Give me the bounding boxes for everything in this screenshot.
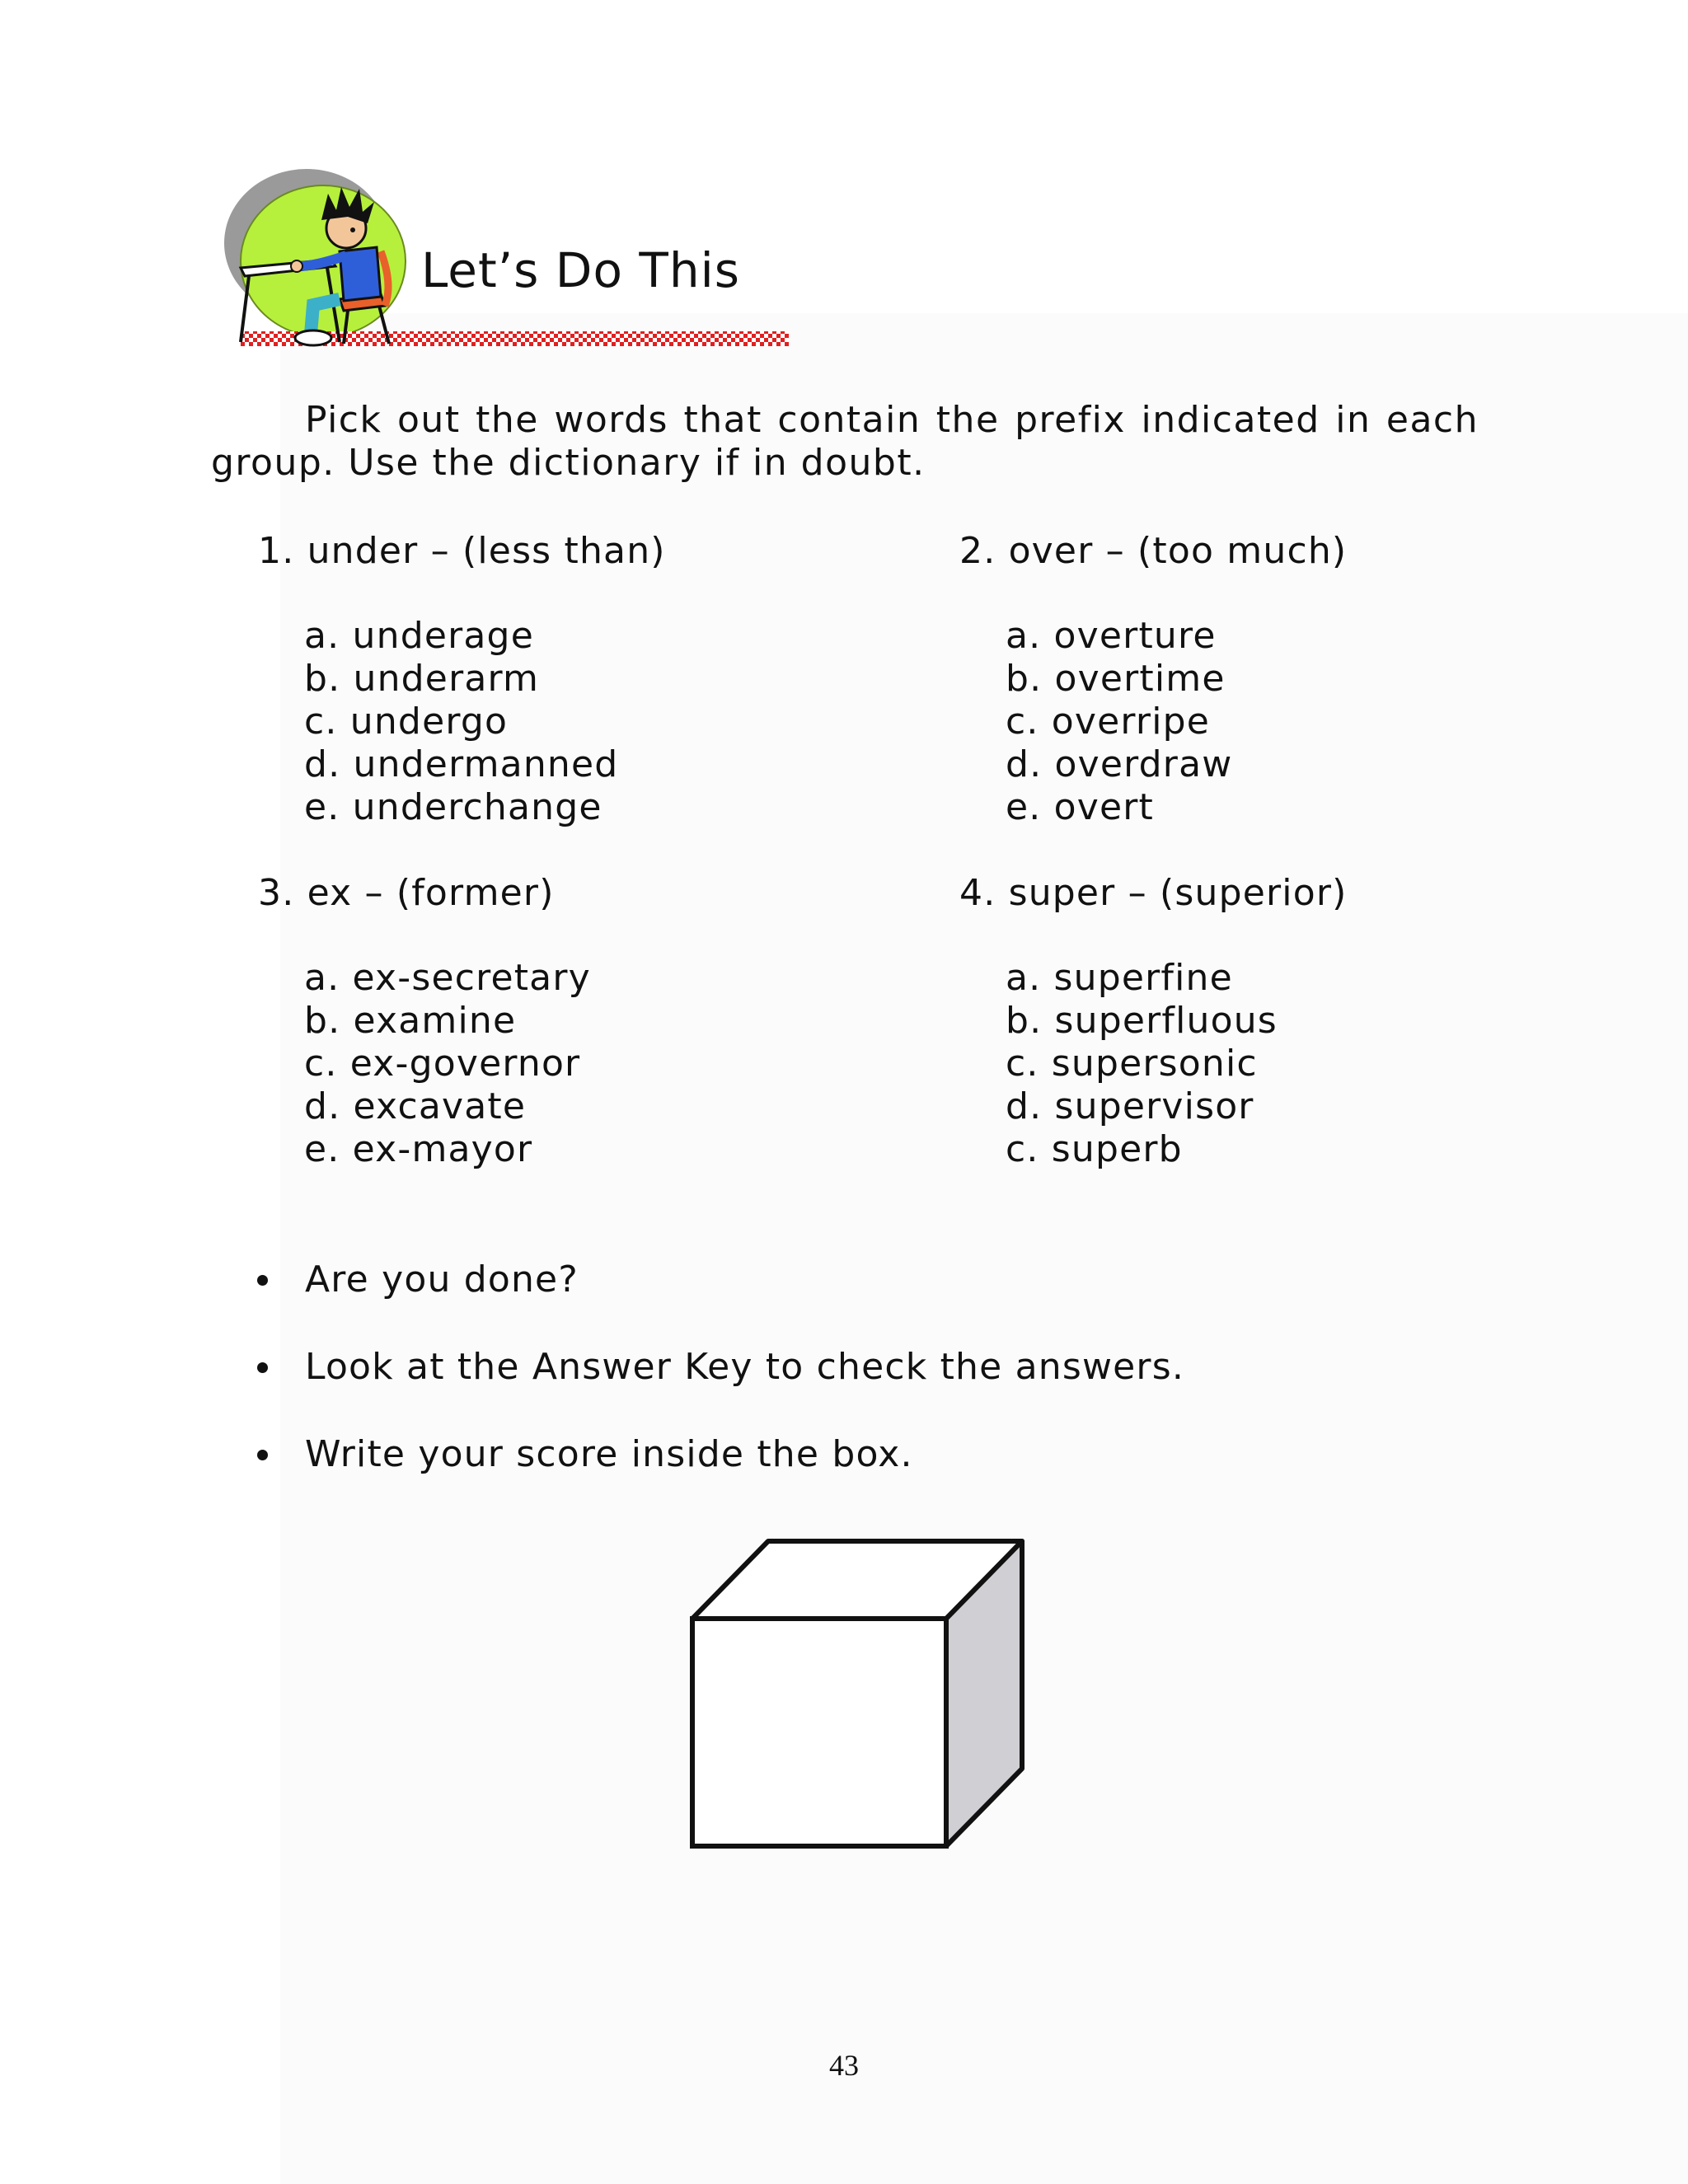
- bullet-item: [247, 1433, 1184, 1476]
- instructions-text: Pick out the words that contain the prefix indicated in each group. Use the dictionary if in doubt.: [211, 399, 1479, 484]
- choice-item: d. overdraw: [1006, 743, 1233, 785]
- choice-item: c. overripe: [1006, 701, 1211, 743]
- group-heading: 3. ex – (former): [258, 872, 555, 914]
- section-title: Let’s Do This: [421, 242, 740, 298]
- choice-item: c. undergo: [304, 701, 509, 743]
- bullet-icon: [257, 1450, 268, 1460]
- bullet-text: Write your score inside the box.: [305, 1433, 913, 1475]
- choice-list: [304, 615, 851, 829]
- choice-item: b. overtime: [1006, 658, 1226, 700]
- prefix-group-over: [959, 530, 1553, 829]
- bullet-text: Are you done?: [305, 1258, 579, 1301]
- prefix-group-ex: [258, 872, 851, 1171]
- choice-item: d. supervisor: [1006, 1085, 1254, 1127]
- choice-item: e. overt: [1006, 786, 1155, 828]
- choice-item: c. superb: [1006, 1128, 1183, 1170]
- choice-list: [1006, 615, 1553, 829]
- bullet-item: [247, 1346, 1184, 1389]
- choice-item: a. overture: [1006, 615, 1217, 657]
- group-heading: 2. over – (too much): [959, 530, 1348, 572]
- instruction-bullets: [247, 1258, 1184, 1521]
- cube-front-face: [692, 1619, 946, 1846]
- prefix-group-under: [258, 530, 851, 829]
- prefix-group-super: [959, 872, 1553, 1171]
- choice-item: c. supersonic: [1006, 1043, 1258, 1085]
- score-cube-icon[interactable]: [684, 1535, 1030, 1853]
- choice-item: a. superfine: [1006, 957, 1233, 999]
- bullet-icon: [257, 1362, 268, 1373]
- choice-list: [1006, 957, 1553, 1171]
- bullet-icon: [257, 1275, 268, 1286]
- choice-list: [304, 957, 851, 1171]
- page-number: 43: [829, 2049, 859, 2082]
- bullet-text: Look at the Answer Key to check the answers.: [305, 1346, 1185, 1388]
- choice-item: b. underarm: [304, 658, 540, 700]
- choice-item: b. superfluous: [1006, 1000, 1278, 1042]
- group-heading: 1. under – (less than): [258, 530, 666, 572]
- bullet-item: [247, 1258, 1184, 1301]
- choice-item: e. underchange: [304, 786, 603, 828]
- choice-item: d. undermanned: [304, 743, 619, 785]
- choice-item: c. ex-governor: [304, 1043, 581, 1085]
- choice-item: a. ex-secretary: [304, 957, 591, 999]
- choice-item: d. excavate: [304, 1085, 527, 1127]
- choice-item: e. ex-mayor: [304, 1128, 533, 1170]
- group-heading: 4. super – (superior): [959, 872, 1348, 914]
- choice-item: b. examine: [304, 1000, 517, 1042]
- choice-item: a. underage: [304, 615, 534, 657]
